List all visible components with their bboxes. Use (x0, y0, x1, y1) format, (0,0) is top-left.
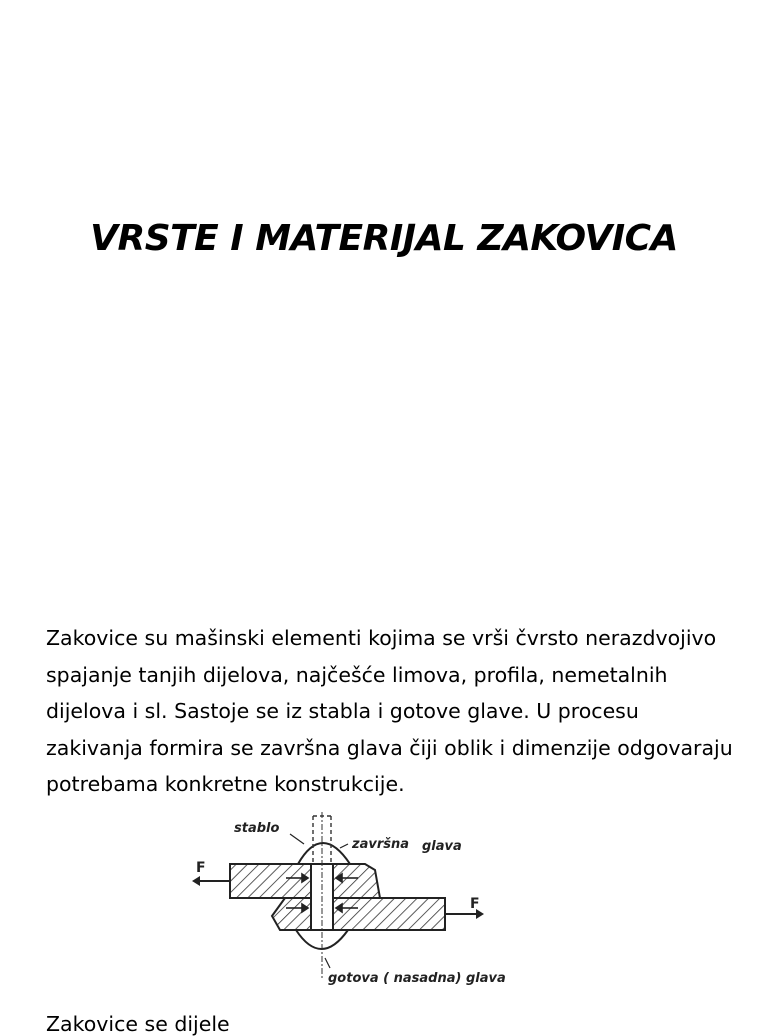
bottom-plate (272, 898, 445, 930)
label-gotova: gotova ( nasadna) glava (328, 971, 506, 986)
slide-title: VRSTE I MATERIJAL ZAKOVICA (90, 218, 678, 259)
label-glava-top: glava (422, 839, 462, 854)
closing-head (298, 843, 350, 864)
label-zavrsna: završna (352, 837, 409, 852)
label-force-left: F (196, 860, 206, 876)
rivet-diagram (190, 808, 520, 998)
next-line-partial: Zakovice se dijele (46, 1012, 230, 1036)
body-paragraph: Zakovice su mašinski elementi kojima se vrši čvrsto nerazdvojivo spajanje tanjih dijelova, najčešće limova, profila, nemetalnih dijelova i sl. Sastoje se iz stabla i gotove glave. U procesu zakivanja formira se završna glava čiji oblik i dimenzije odgovaraju potrebama konkretne konstrukcije. (46, 626, 733, 796)
label-stablo: stablo (234, 821, 280, 836)
rivet-diagram-svg (190, 808, 520, 998)
label-force-right: F (470, 896, 480, 912)
top-plate (230, 864, 380, 898)
